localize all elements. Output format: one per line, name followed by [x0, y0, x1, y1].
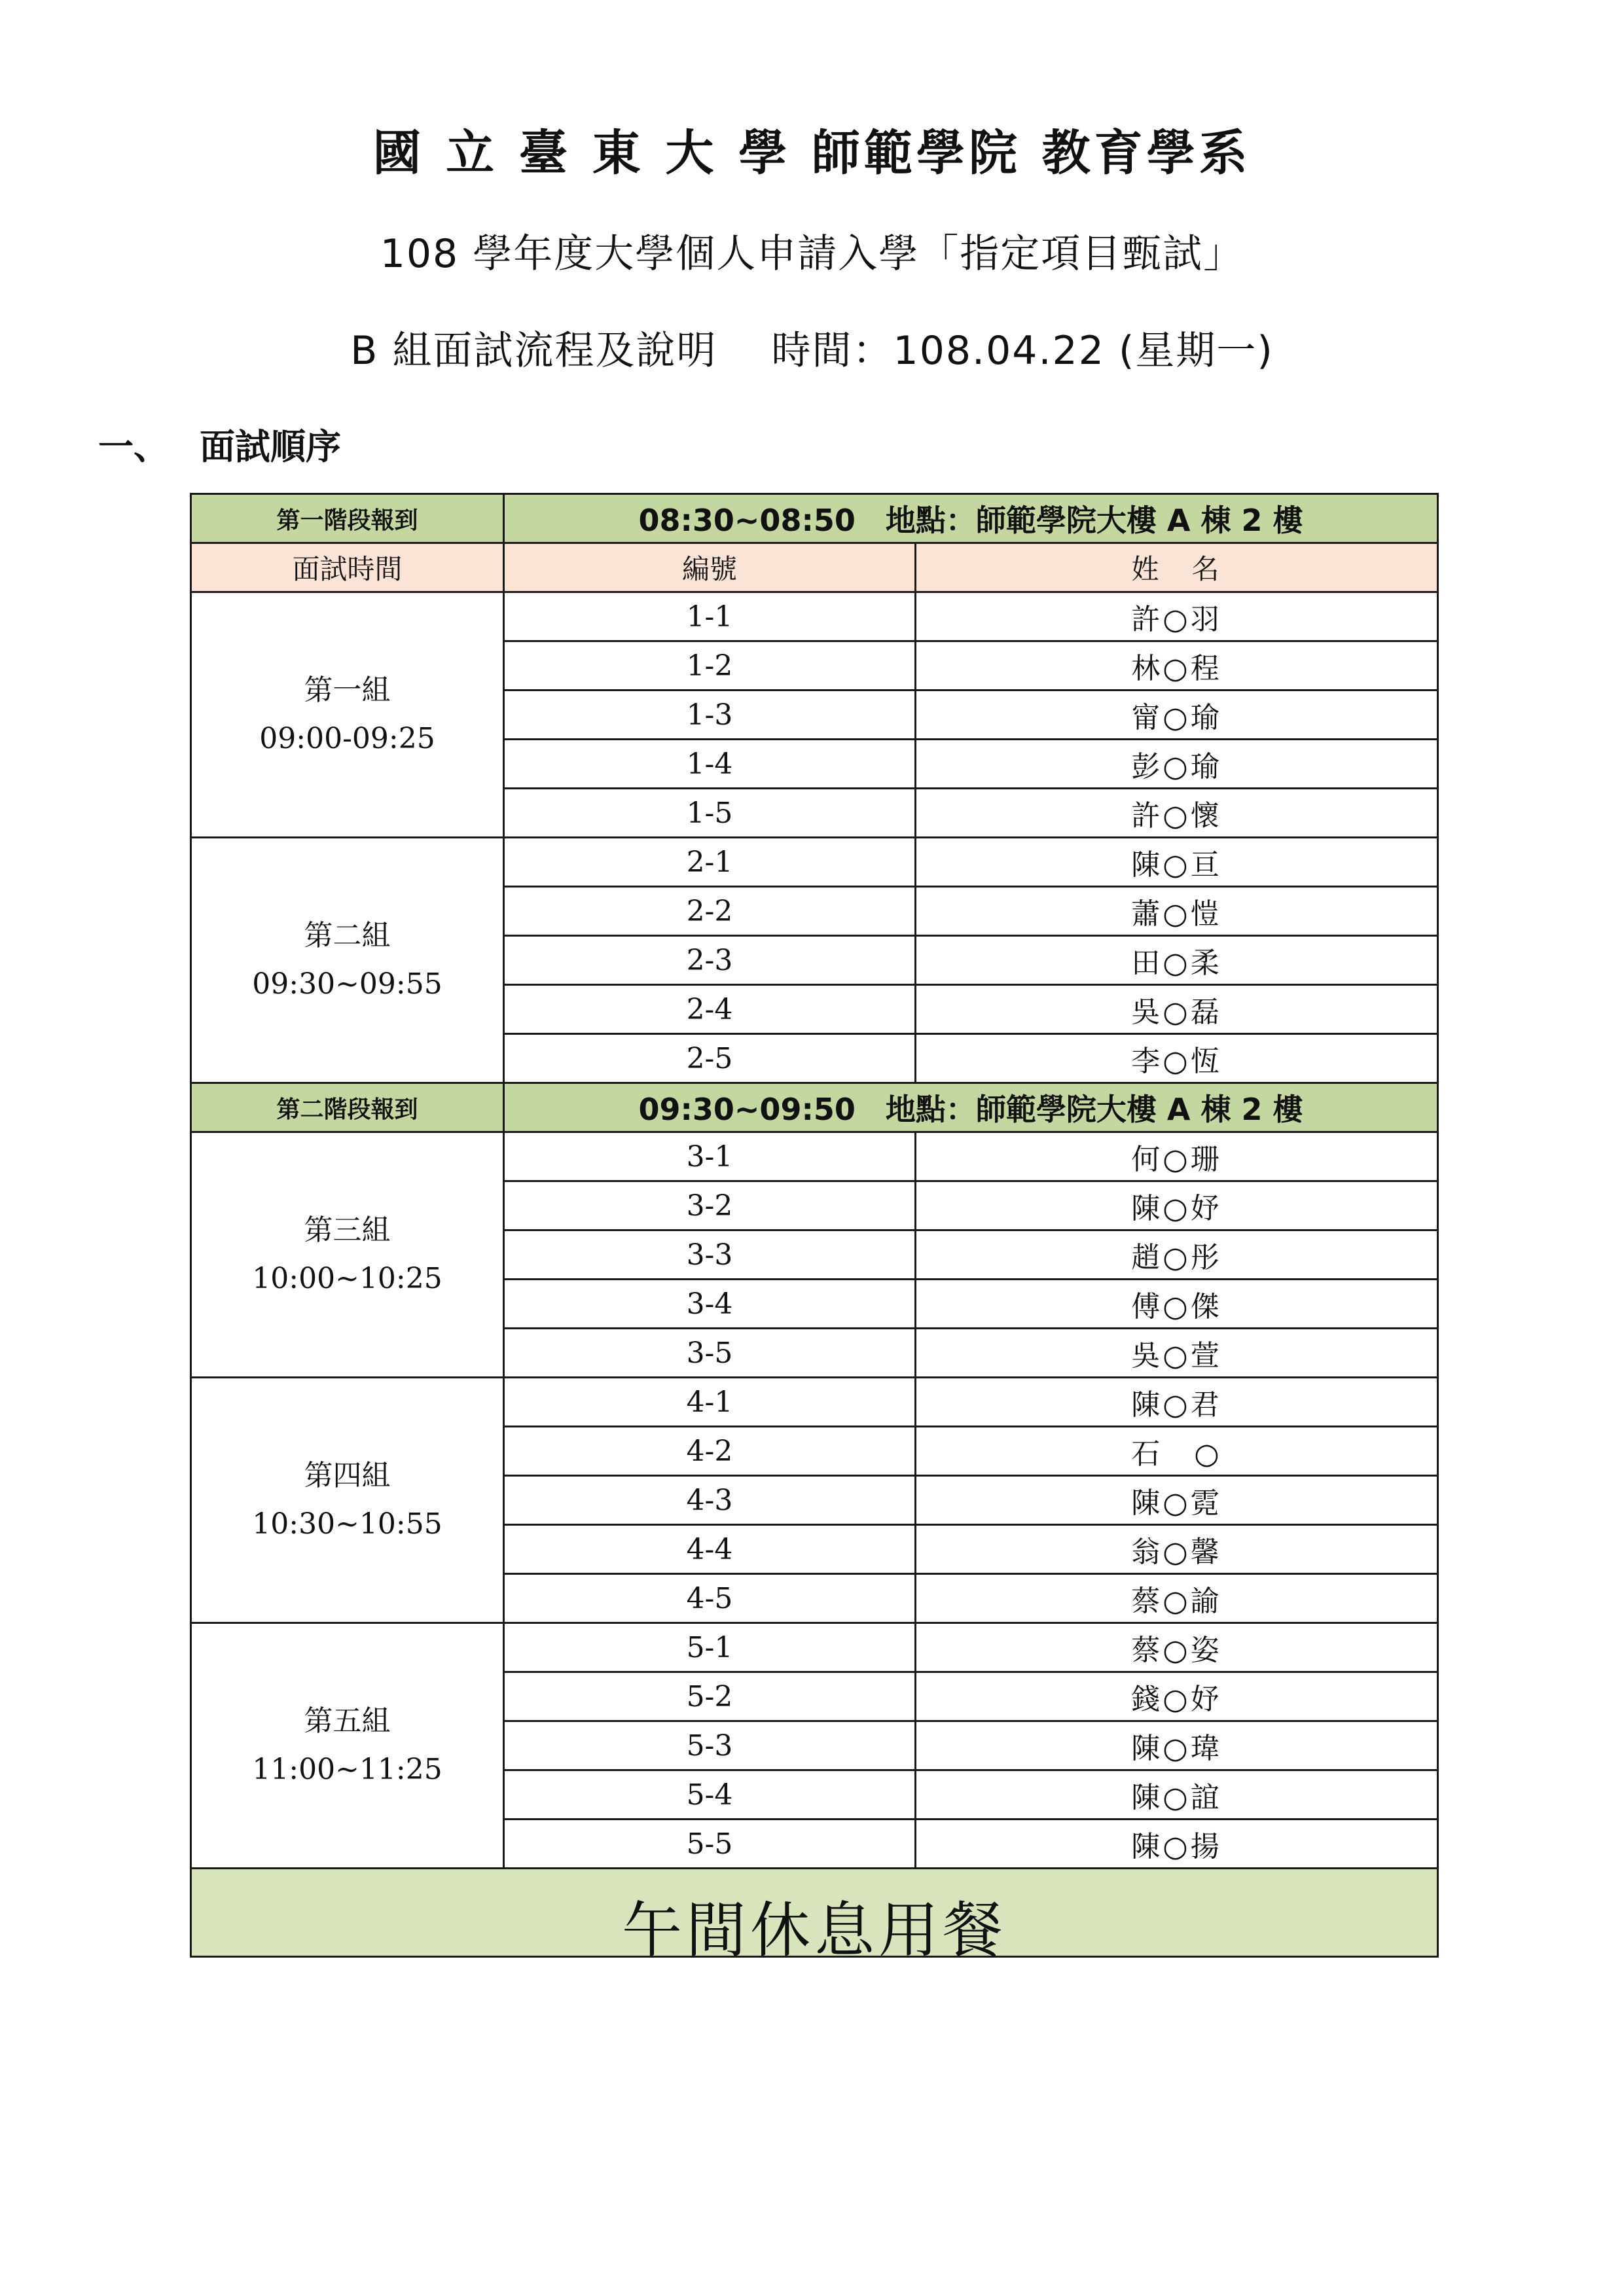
group-cell — [191, 592, 504, 838]
candidate-name: 甯○瑜 — [916, 691, 1438, 740]
candidate-name: 石 ○ — [916, 1427, 1438, 1476]
stage-info: 08:30~08:50 地點：師範學院大樓 A 棟 2 樓 — [504, 494, 1438, 543]
column-header-id: 編號 — [504, 543, 916, 592]
stage-label: 第二階段報到 — [191, 1083, 504, 1132]
candidate-name: 錢○妤 — [916, 1672, 1438, 1721]
group-name: 第四組 — [304, 1459, 391, 1492]
candidate-id: 1-2 — [504, 641, 916, 691]
group-time: 09:00-09:25 — [259, 722, 435, 755]
table-row — [191, 1623, 1438, 1672]
candidate-name: 許○懷 — [916, 789, 1438, 838]
candidate-id: 3-2 — [504, 1181, 916, 1230]
stage-info: 09:30~09:50 地點：師範學院大樓 A 棟 2 樓 — [504, 1083, 1438, 1132]
candidate-name: 吳○萱 — [916, 1329, 1438, 1378]
section-number: 一、 — [98, 426, 169, 467]
candidate-id: 2-1 — [504, 838, 916, 887]
candidate-id: 5-4 — [504, 1770, 916, 1820]
candidate-name: 陳○揚 — [916, 1820, 1438, 1869]
candidate-id: 3-4 — [504, 1280, 916, 1329]
column-header-name: 姓 名 — [916, 543, 1438, 592]
candidate-name: 何○珊 — [916, 1132, 1438, 1181]
candidate-name: 陳○瑋 — [916, 1721, 1438, 1770]
candidate-name: 陳○亘 — [916, 838, 1438, 887]
session-line: B 組面試流程及說明 時間：108.04.22 (星期一) — [350, 328, 1274, 374]
candidate-name: 蕭○愷 — [916, 887, 1438, 936]
group-cell — [191, 1378, 504, 1623]
group-cell — [191, 838, 504, 1083]
candidate-id: 3-3 — [504, 1230, 916, 1280]
candidate-name: 陳○妤 — [916, 1181, 1438, 1230]
candidate-id: 4-2 — [504, 1427, 916, 1476]
section-title: 面試順序 — [200, 426, 341, 467]
candidate-id: 2-2 — [504, 887, 916, 936]
candidate-id: 5-1 — [504, 1623, 916, 1672]
candidate-name: 翁○馨 — [916, 1525, 1438, 1574]
candidate-id: 1-4 — [504, 740, 916, 789]
group-time: 10:30~10:55 — [252, 1507, 442, 1541]
lunch-label: 午間休息用餐 — [621, 1895, 1007, 1965]
candidate-name: 蔡○諭 — [916, 1574, 1438, 1623]
group-time: 09:30~09:55 — [252, 967, 442, 1001]
candidate-id: 5-5 — [504, 1820, 916, 1869]
candidate-name: 陳○君 — [916, 1378, 1438, 1427]
candidate-id: 4-1 — [504, 1378, 916, 1427]
table-row — [191, 1132, 1438, 1181]
candidate-id: 2-4 — [504, 985, 916, 1034]
document-subtitle: 108 學年度大學個人申請入學「指定項目甄試」 — [380, 231, 1244, 277]
candidate-id: 4-3 — [504, 1476, 916, 1525]
candidate-name: 彭○瑜 — [916, 740, 1438, 789]
section-heading — [98, 419, 341, 469]
candidate-name: 陳○誼 — [916, 1770, 1438, 1820]
candidate-id: 4-5 — [504, 1574, 916, 1623]
group-cell — [191, 1132, 504, 1378]
table-row — [191, 1378, 1438, 1427]
group-time: 11:00~11:25 — [252, 1753, 442, 1786]
candidate-name: 田○柔 — [916, 936, 1438, 985]
header-row — [191, 543, 1438, 592]
candidate-id: 5-2 — [504, 1672, 916, 1721]
group-name: 第三組 — [304, 1213, 391, 1247]
lunch-row — [191, 1869, 1438, 1957]
candidate-id: 1-5 — [504, 789, 916, 838]
candidate-name: 林○程 — [916, 641, 1438, 691]
candidate-id: 1-3 — [504, 691, 916, 740]
group-name: 第二組 — [304, 919, 391, 952]
candidate-name: 吳○磊 — [916, 985, 1438, 1034]
candidate-name: 陳○霓 — [916, 1476, 1438, 1525]
group-name: 第五組 — [304, 1704, 391, 1738]
candidate-id: 2-3 — [504, 936, 916, 985]
candidate-id: 5-3 — [504, 1721, 916, 1770]
candidate-name: 李○恆 — [916, 1034, 1438, 1083]
candidate-id: 1-1 — [504, 592, 916, 641]
document-title: 國 立 臺 東 大 學 師範學院 教育學系 — [372, 125, 1252, 181]
stage-row — [191, 494, 1438, 543]
table-row — [191, 592, 1438, 641]
candidate-id: 3-1 — [504, 1132, 916, 1181]
lunch-cell — [191, 1869, 1438, 1965]
group-cell — [191, 1623, 504, 1869]
candidate-name: 傅○傑 — [916, 1280, 1438, 1329]
candidate-id: 3-5 — [504, 1329, 916, 1378]
stage-label: 第一階段報到 — [191, 494, 504, 543]
interview-schedule-table — [190, 493, 1439, 1965]
candidate-name: 許○羽 — [916, 592, 1438, 641]
group-time: 10:00~10:25 — [252, 1262, 442, 1295]
candidate-name: 趙○彤 — [916, 1230, 1438, 1280]
candidate-id: 4-4 — [504, 1525, 916, 1574]
group-name: 第一組 — [304, 673, 391, 707]
table-row — [191, 838, 1438, 887]
stage-row — [191, 1083, 1438, 1132]
candidate-name: 蔡○姿 — [916, 1623, 1438, 1672]
column-header-time: 面試時間 — [191, 543, 504, 592]
candidate-id: 2-5 — [504, 1034, 916, 1083]
